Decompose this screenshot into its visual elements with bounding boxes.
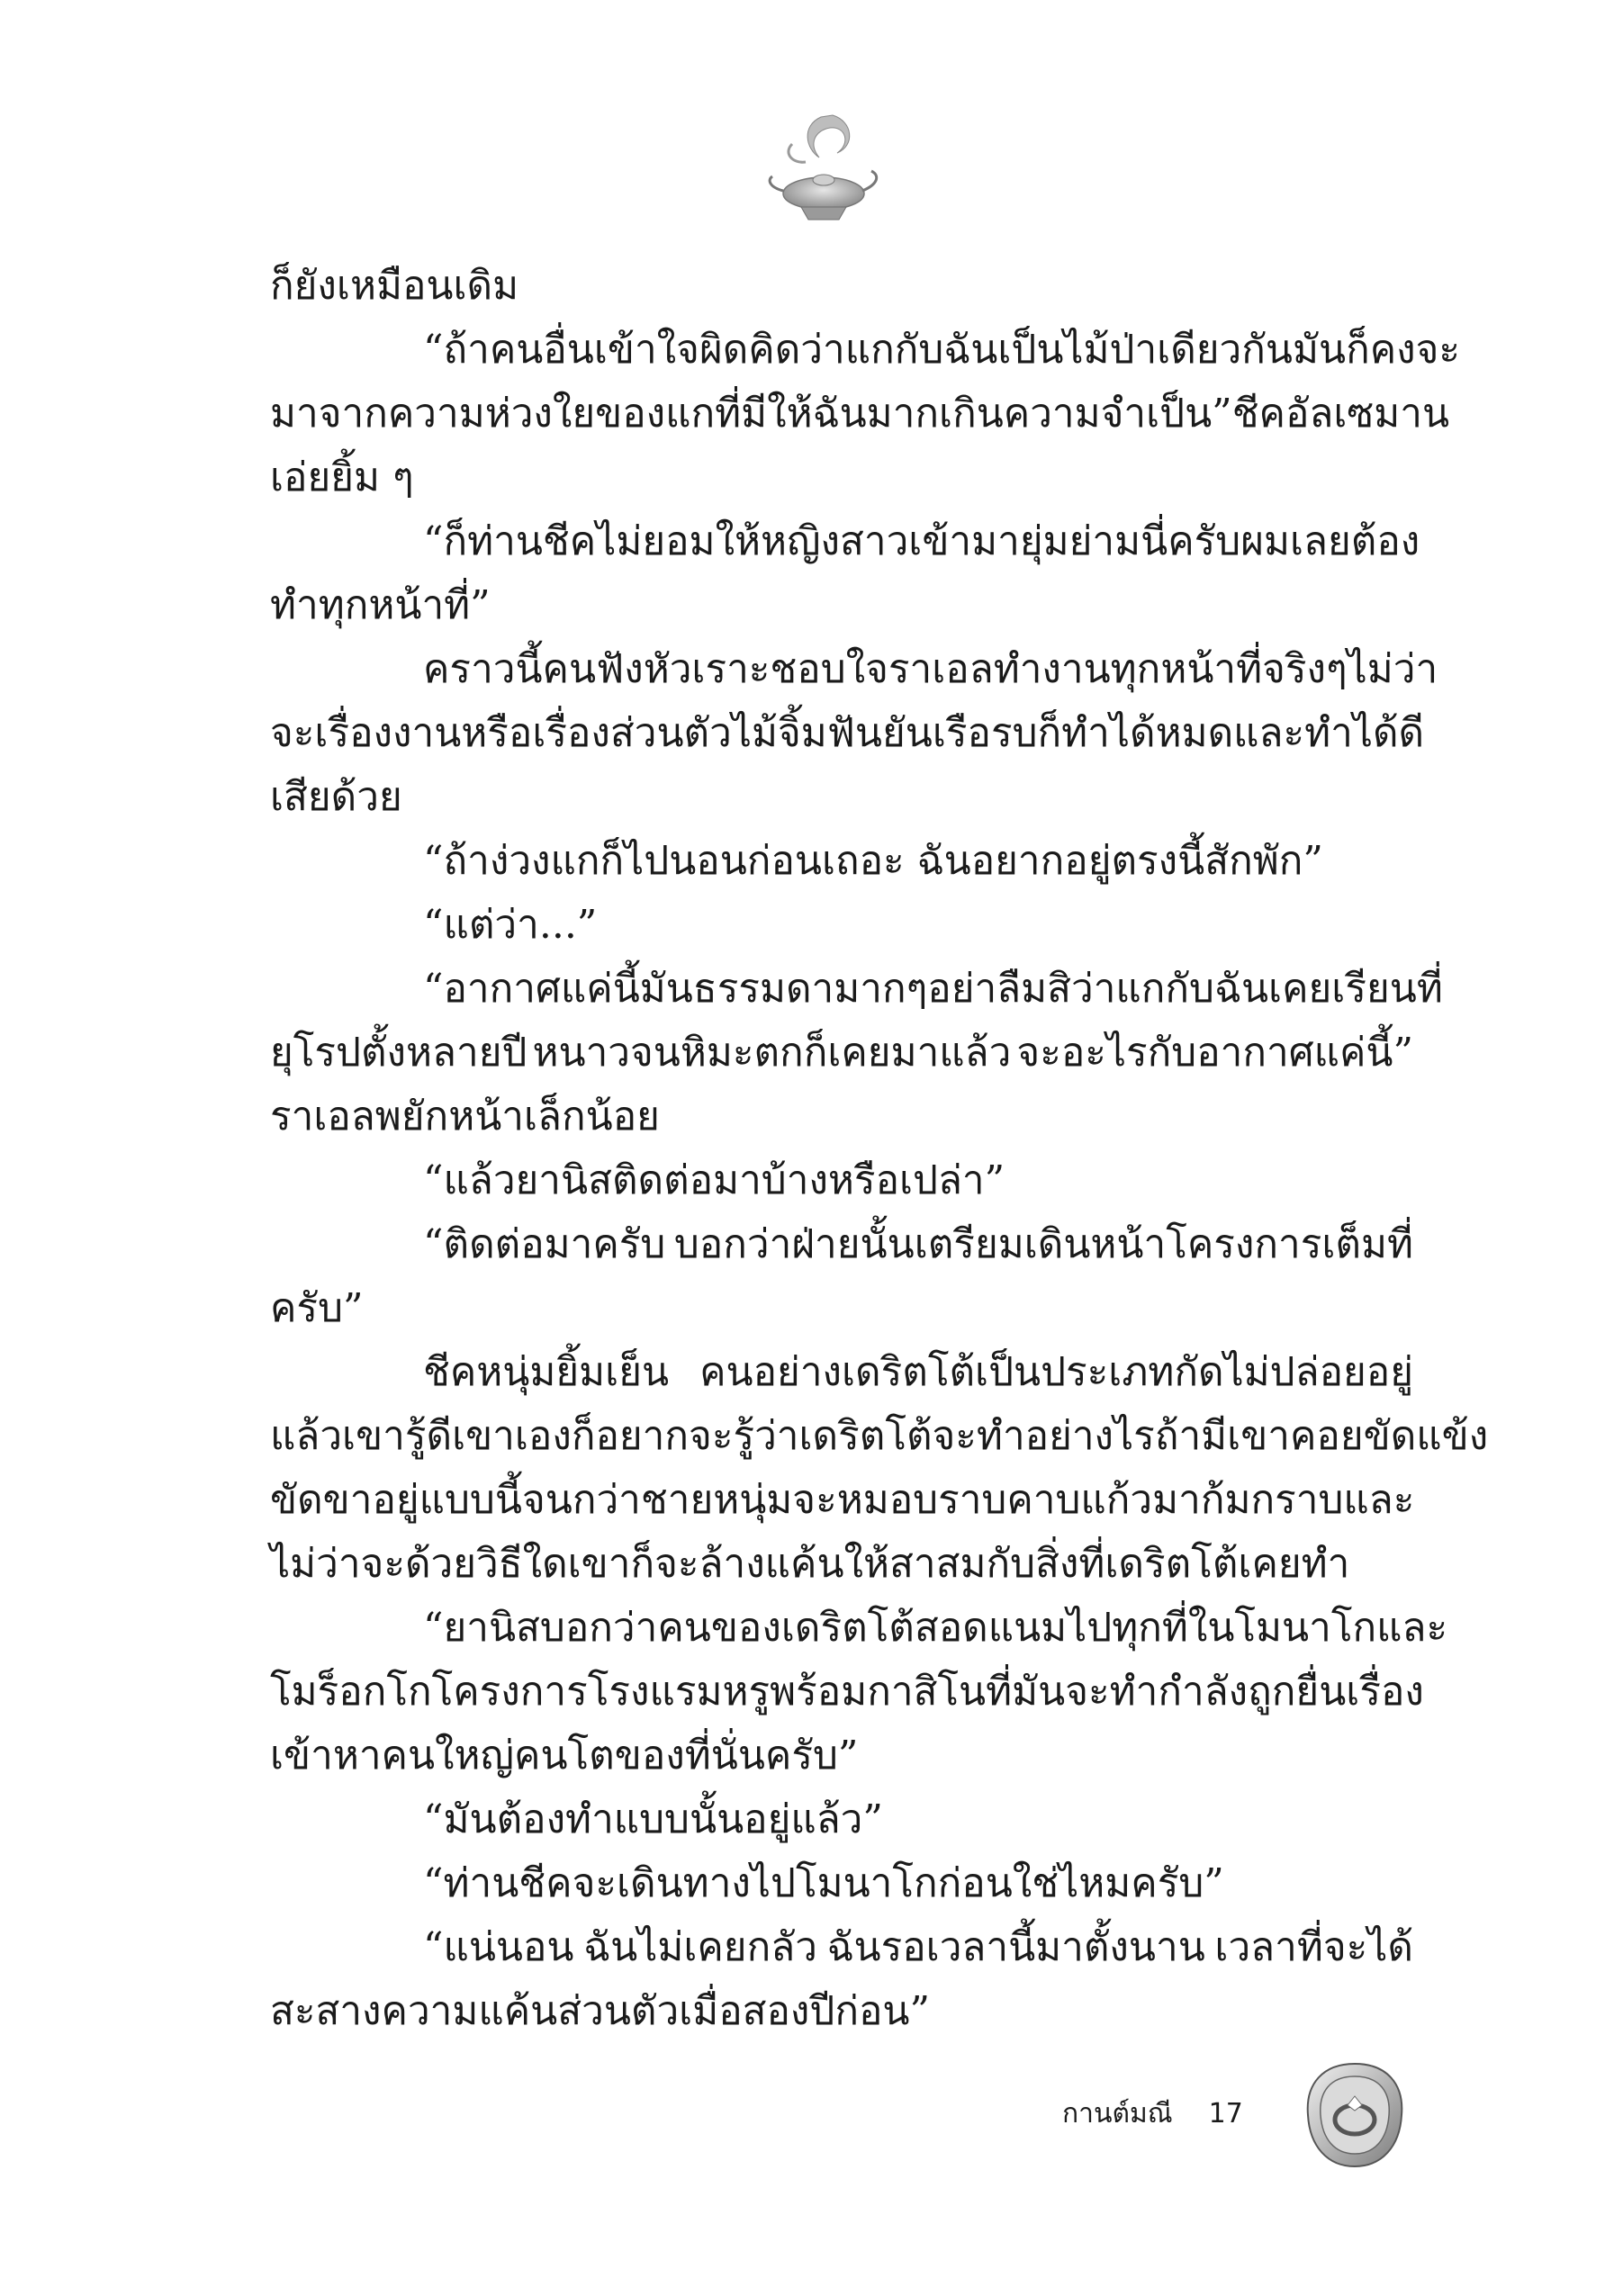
line-text: “ท่านชีคจะเดินทางไปโมนาโกก่อนใช่ไหมครับ” (423, 1860, 1224, 1906)
text-line (270, 573, 1413, 637)
text-line (270, 1085, 1413, 1148)
line-word: ๆ (1326, 646, 1348, 692)
genie-lamp-icon (765, 108, 882, 234)
line-text: “ถ้าง่วงแกก็ไปนอนก่อนเถอะ ฉันอยากอยู่ตรงนี้สักพัก” (423, 838, 1323, 884)
line-word: และทำได้ดี (1233, 710, 1425, 756)
text-line (270, 829, 1413, 893)
line-text: ไม่ว่าจะด้วยวิธีใดเขาก็จะล้างแค้นให้สาสมกับสิ่งที่เดริตโต้เคยทำ (270, 1541, 1350, 1587)
line-text: “แล้วยานิสติดต่อมาบ้างหรือเปล่า” (423, 1157, 1005, 1203)
line-word: “ยานิสบอกว่าคนของเดริตโต้สอดแนมไปทุกที่ในโมนาโกและ (423, 1605, 1448, 1651)
text-line (270, 765, 1413, 829)
line-word: โครงการโรงแรมหรูพร้อมกาสิโนที่มันจะทำกำลังถูกยื่นเรื่อง (431, 1669, 1424, 1715)
text-line (270, 1724, 1413, 1787)
line-word: คราวนี้คนฟังหัวเราะชอบใจ (423, 646, 888, 692)
line-word: แล้วเขารู้ดี (270, 1413, 453, 1459)
text-line (270, 1021, 1413, 1085)
ring-box-icon (1301, 2057, 1409, 2174)
line-text: เข้าหาคนใหญ่คนโตของที่นั่นครับ” (270, 1733, 859, 1778)
text-line (270, 1212, 1413, 1276)
line-text: “มันต้องทำแบบนั้นอยู่แล้ว” (423, 1796, 883, 1842)
text-line (270, 1596, 1448, 1660)
text-line (270, 957, 1443, 1021)
line-text: ทำทุกหน้าที่” (270, 582, 491, 628)
text-line (270, 1787, 1413, 1851)
line-word: เขาเองก็อยากจะรู้ว่าเดริตโต้จะทำอย่างไร (452, 1413, 1155, 1459)
page-number: 17 (1208, 2098, 1243, 2129)
text-line (270, 1532, 1413, 1596)
line-word: เวลาที่จะได้ (1214, 1924, 1413, 1970)
text-line (270, 382, 1450, 446)
line-word: “ติดต่อมาครับ (423, 1221, 666, 1267)
text-line (270, 446, 1413, 509)
text-line (270, 509, 1420, 573)
line-word: หนาวจนหิมะตกก็เคยมาแล้ว (532, 1030, 1012, 1076)
line-text: ครับ” (270, 1285, 364, 1331)
line-word: “แน่นอน (423, 1924, 574, 1970)
text-line (270, 318, 1461, 382)
line-word: อย่าลืมสิว่าแกกับฉันเคยเรียนที่ (927, 966, 1443, 1012)
text-line (270, 1851, 1413, 1915)
line-text: เอ่ยยิ้ม ๆ (270, 455, 414, 500)
line-word: และ (1343, 1477, 1415, 1523)
line-word: จะอะไรกับอากาศแค่นี้” (1016, 1030, 1413, 1076)
line-word: ถ้ามีเขาคอยขัดแข้ง (1154, 1413, 1489, 1459)
text-line (270, 1915, 1413, 1979)
line-text: ราเอลพยักหน้าเล็กน้อย (270, 1094, 660, 1139)
text-line (270, 1148, 1413, 1212)
text-line (270, 1404, 1489, 1468)
line-word: ๆ (906, 966, 928, 1012)
line-word: ราเอลทำงานทุกหน้าที่จริง (888, 646, 1327, 692)
line-word: ขัดขาอยู่แบบนี้ (270, 1477, 522, 1523)
text-line (270, 637, 1438, 701)
line-word: “ถ้าคนอื่นเข้าใจผิดคิดว่าแกกับฉันเป็นไม้ป่าเดียวกัน (423, 327, 1293, 373)
line-word: ผมเลยต้อง (1240, 518, 1420, 564)
line-word: ยุโรปตั้งหลายปี (270, 1030, 527, 1076)
book-title: กานต์มณี (1062, 2098, 1173, 2129)
line-text: ก็ยังเหมือนเดิม (270, 263, 519, 309)
line-word: “ก็ท่านชีคไม่ยอมให้หญิงสาวเข้ามายุ่มย่ามนี่ครับ (423, 518, 1241, 564)
line-word: “อากาศแค่นี้มันธรรมดามาก (423, 966, 906, 1012)
line-text: สะสางความแค้นส่วนตัวเมื่อสองปีก่อน” (270, 1988, 930, 2034)
line-word: ชีคอัลเซมาน (1231, 391, 1450, 437)
line-word: มาจากความห่วงใยของแกที่มีให้ฉันมากเกินความจำเป็น” (270, 391, 1232, 437)
text-line (270, 254, 1413, 318)
page-footer (1062, 2093, 1243, 2135)
body-text (270, 254, 1489, 2043)
line-word: ไม่ว่า (1347, 646, 1438, 692)
line-text: “แต่ว่า...” (423, 902, 598, 948)
line-word: ฉันไม่เคยกลัว (583, 1924, 817, 1970)
line-word: ชีคหนุ่มยิ้มเย็น (423, 1349, 670, 1395)
line-word: โมร็อกโก (270, 1669, 432, 1715)
line-word: คนอย่างเดริตโต้เป็นประเภทกัดไม่ปล่อยอยู่ (699, 1349, 1413, 1395)
text-line (270, 1660, 1424, 1724)
text-line (270, 1979, 1413, 2043)
text-line (270, 893, 1413, 957)
line-word: จะเรื่องงานหรือเรื่องส่วนตัว (270, 710, 732, 756)
text-line (270, 701, 1425, 765)
text-line (270, 1468, 1413, 1532)
line-word: บอกว่าฝ่ายนั้นเตรียมเดินหน้าโครงการเต็มที่ (673, 1221, 1413, 1267)
line-word: ไม้จิ้มฟันยันเรือรบก็ทำได้หมด (731, 710, 1234, 756)
line-word: จนกว่าชายหนุ่มจะหมอบราบคาบแก้วมาก้มกราบ (521, 1477, 1344, 1523)
line-text: เสียด้วย (270, 774, 402, 820)
text-line (270, 1276, 1413, 1340)
line-word: ฉันรอเวลานี้มาตั้งนาน (826, 1924, 1205, 1970)
text-line (270, 1340, 1413, 1404)
line-word: มันก็คงจะ (1292, 327, 1461, 373)
